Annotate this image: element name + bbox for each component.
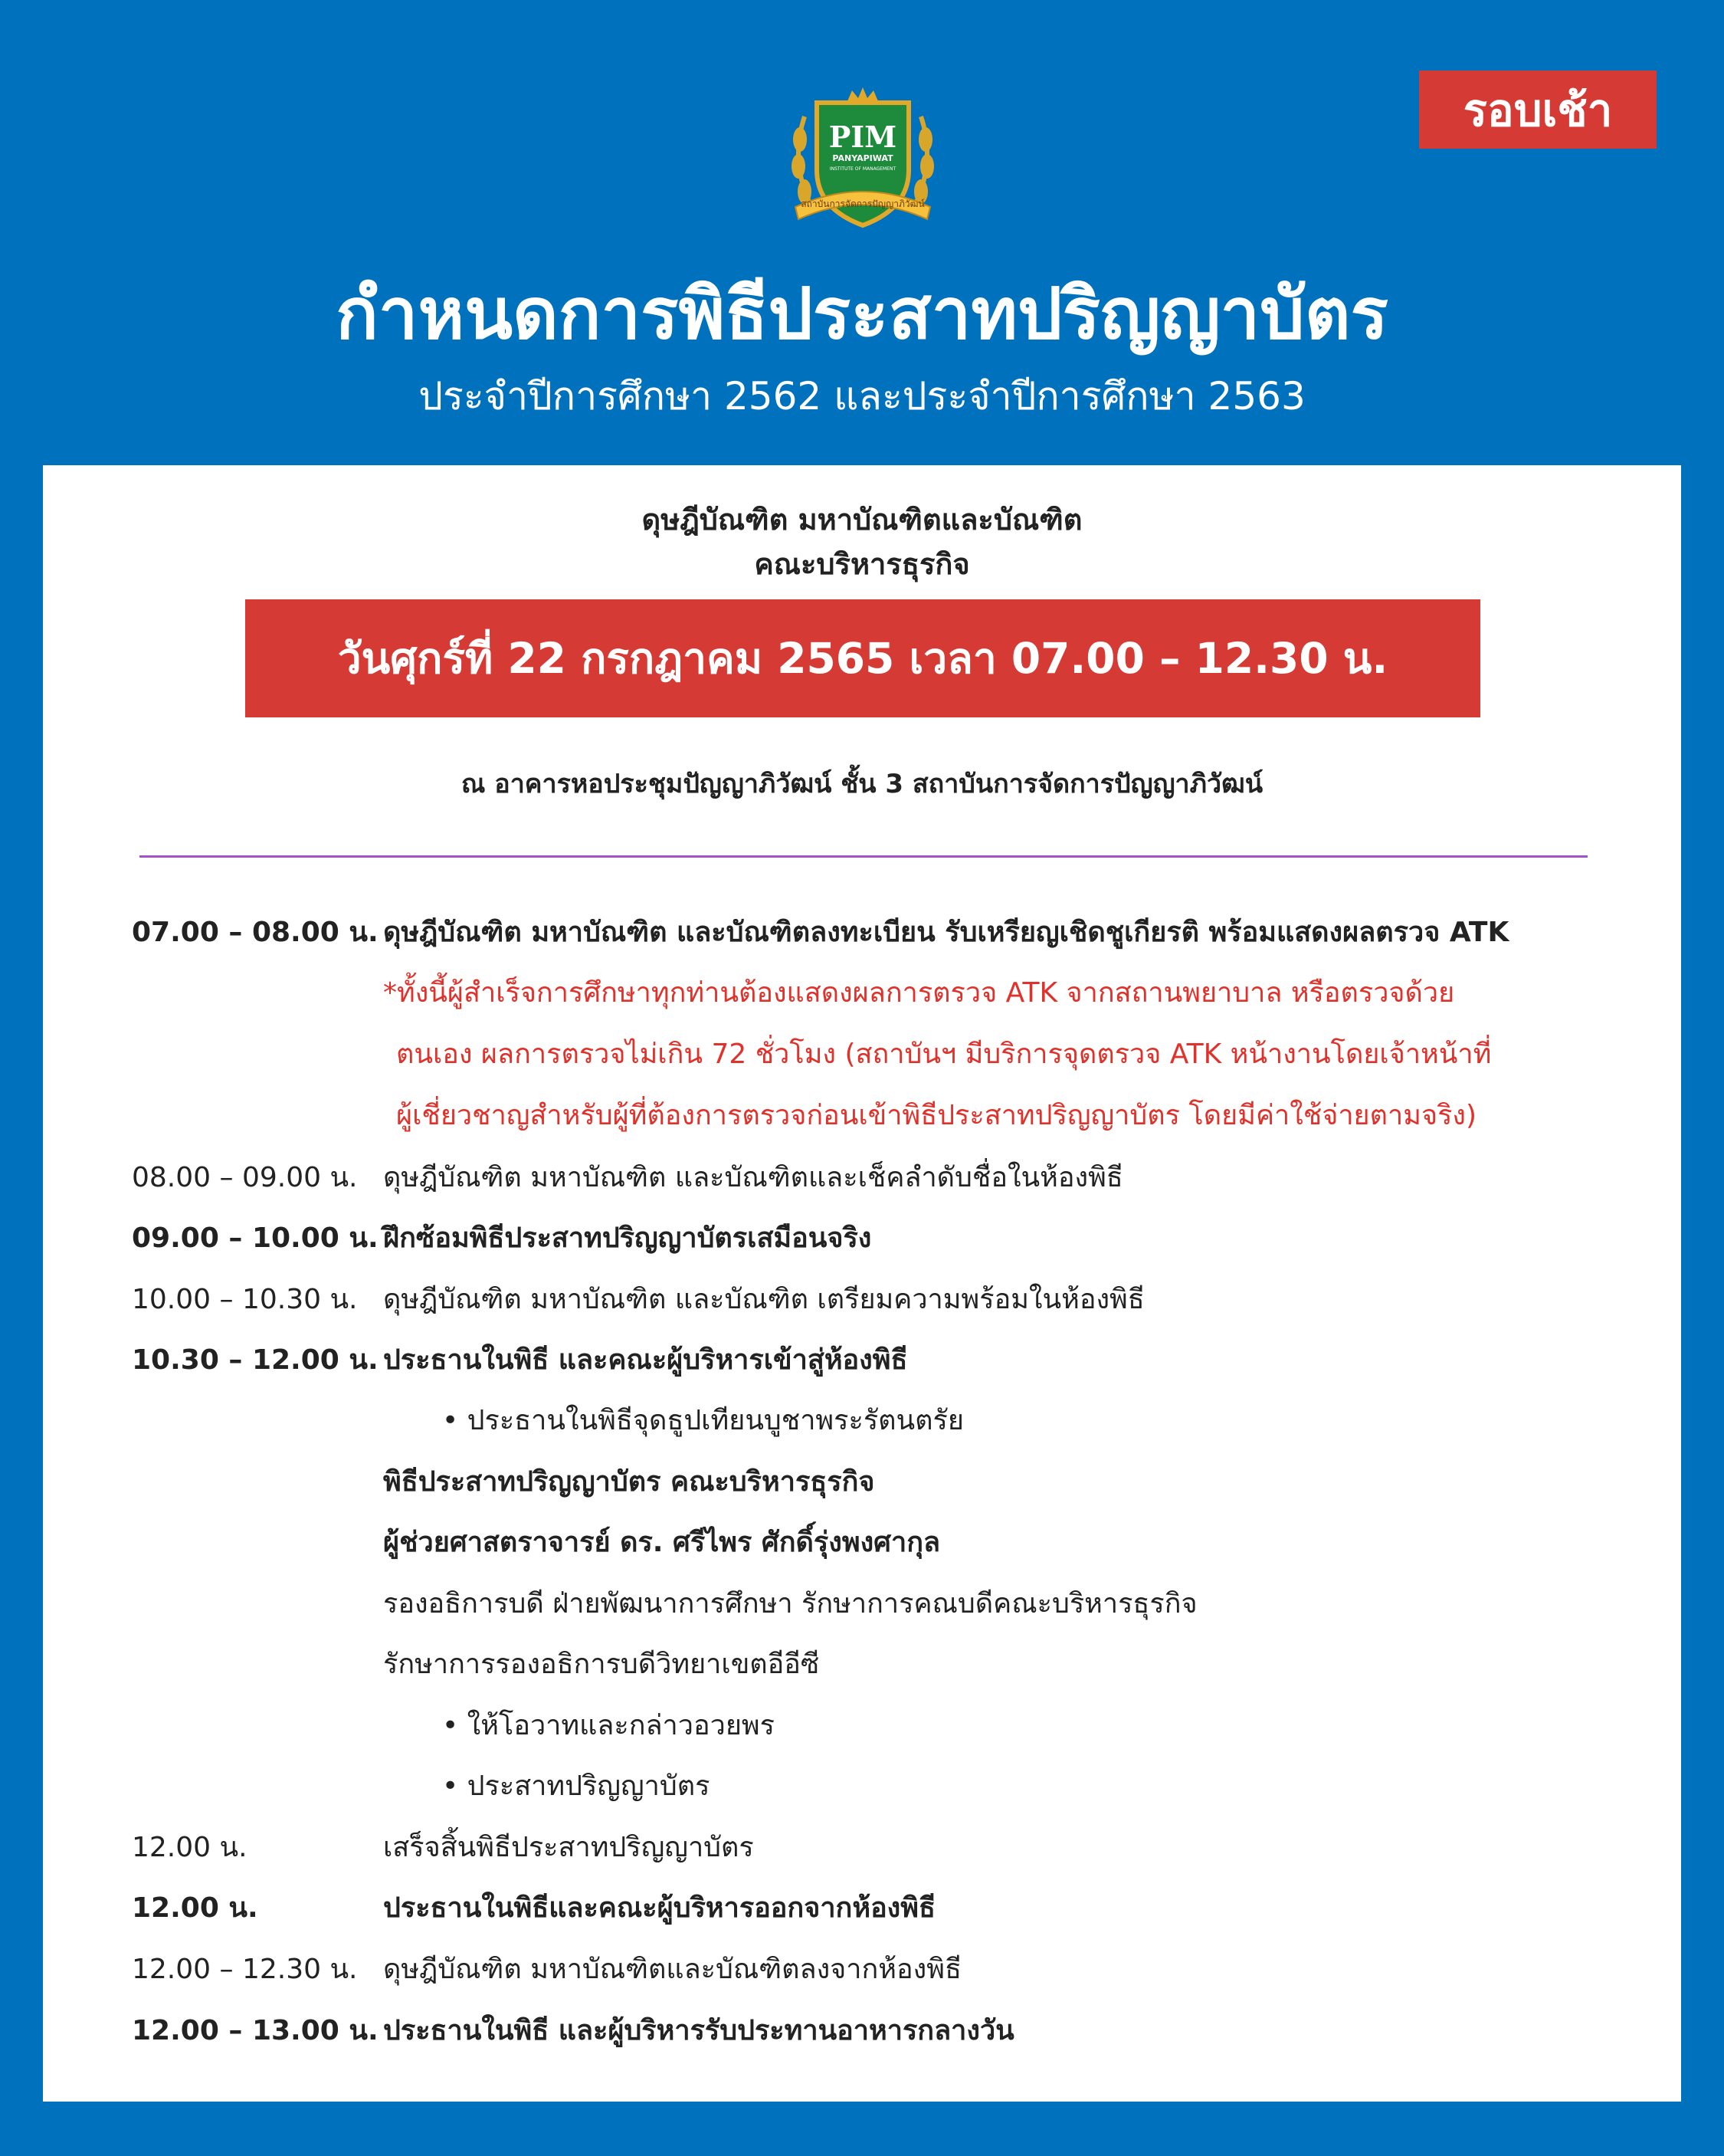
logo-main-text: PIM <box>828 120 897 154</box>
schedule-description: ฝึกซ้อมพิธีประสาทปริญญาบัตรเสมือนจริง <box>383 1222 872 1254</box>
schedule-time: 12.00 น. <box>132 1832 247 1863</box>
schedule-note: *ทั้งนี้ผู้สำเร็จการศึกษาทุกท่านต้องแสดงผลการตรวจ ATK จากสถานพยาบาล หรือตรวจด้วย <box>383 977 1455 1009</box>
schedule-description: ประธานในพิธี และคณะผู้บริหารเข้าสู่ห้องพิธี <box>383 1344 908 1376</box>
logo-ribbon-text: สถาบันการจัดการปัญญาภิวัฒน์ <box>801 199 925 209</box>
date-banner: วันศุกร์ที่ 22 กรกฎาคม 2565 เวลา 07.00 – 12.30 น. <box>245 599 1480 717</box>
schedule-note: ตนเอง ผลการตรวจไม่เกิน 72 ชั่วโมง (สถาบันฯ มีบริการจุดตรวจ ATK หน้างานโดยเจ้าหน้าที่ <box>396 1039 1492 1070</box>
schedule-bullet-item: • ให้โอวาทและกล่าวอวยพร <box>442 1710 775 1741</box>
schedule-time: 10.00 – 10.30 น. <box>132 1284 358 1315</box>
schedule-time: 09.00 – 10.00 น. <box>132 1222 379 1254</box>
schedule-description: เสร็จสิ้นพิธีประสาทปริญญาบัตร <box>383 1832 754 1863</box>
logo-sub-text: PANYAPIWAT <box>832 153 893 163</box>
page-subtitle: ประจำปีการศึกษา 2562 และประจำปีการศึกษา 2563 <box>418 374 1306 418</box>
schedule-note: ผู้เชี่ยวชาญสำหรับผู้ที่ต้องการตรวจก่อนเข้าพิธีประสาทปริญญาบัตร โดยมีค่าใช้จ่ายตามจริง) <box>396 1100 1477 1131</box>
schedule-description: ดุษฎีบัณฑิต มหาบัณฑิต และบัณฑิต เตรียมความพร้อมในห้องพิธี <box>383 1284 1145 1315</box>
schedule-description: ดุษฎีบัณฑิต มหาบัณฑิต และบัณฑิตลงทะเบียน รับเหรียญเชิดชูเกียรติ พร้อมแสดงผลตรวจ ATK <box>383 917 1509 948</box>
card-heading-line1: ดุษฎีบัณฑิต มหาบัณฑิตและบัณฑิต <box>641 503 1083 537</box>
logo-sub-text-2: INSTITUTE OF MANAGEMENT <box>829 166 896 172</box>
schedule-description: พิธีประสาทปริญญาบัตร คณะบริหารธุรกิจ <box>383 1466 875 1498</box>
venue-text: ณ อาคารหอประชุมปัญญาภิวัฒน์ ชั้น 3 สถาบันการจัดการปัญญาภิวัฒน์ <box>460 769 1264 799</box>
card-heading-line2: คณะบริหารธุรกิจ <box>754 547 970 581</box>
schedule-description: รองอธิการบดี ฝ่ายพัฒนาการศึกษา รักษาการคณบดีคณะบริหารธุรกิจ <box>383 1588 1198 1619</box>
schedule-card <box>43 465 1681 2102</box>
schedule-description: ประธานในพิธีและคณะผู้บริหารออกจากห้องพิธี <box>383 1892 936 1924</box>
pim-crest-icon <box>782 86 944 239</box>
schedule-time: 10.30 – 12.00 น. <box>132 1344 379 1376</box>
schedule-description: ดุษฎีบัณฑิต มหาบัณฑิต และบัณฑิตและเช็คลำดับชื่อในห้องพิธี <box>383 1162 1123 1193</box>
schedule-bullet-item: • ประสาทปริญญาบัตร <box>442 1770 710 1802</box>
schedule-time: 08.00 – 09.00 น. <box>132 1162 358 1193</box>
page-title: กำหนดการพิธีประสาทปริญญาบัตร <box>336 273 1388 355</box>
schedule-description: ประธานในพิธี และผู้บริหารรับประทานอาหารกลางวัน <box>383 2015 1014 2046</box>
schedule-description: รักษาการรองอธิการบดีวิทยาเขตอีอีซี <box>383 1649 820 1680</box>
session-badge: รอบเช้า <box>1419 71 1657 149</box>
schedule-time: 07.00 – 08.00 น. <box>132 917 379 948</box>
schedule-time: 12.00 น. <box>132 1892 258 1924</box>
schedule-time: 12.00 – 12.30 น. <box>132 1954 358 1985</box>
schedule-time: 12.00 – 13.00 น. <box>132 2015 379 2046</box>
schedule-description: ดุษฎีบัณฑิต มหาบัณฑิตและบัณฑิตลงจากห้องพิธี <box>383 1954 962 1985</box>
section-divider <box>139 855 1588 858</box>
schedule-bullet-item: • ประธานในพิธีจุดธูปเทียนบูชาพระรัตนตรัย <box>442 1405 964 1436</box>
schedule-description: ผู้ช่วยศาสตราจารย์ ดร. ศรีไพร ศักดิ์รุ่งพงศากุล <box>383 1527 941 1558</box>
